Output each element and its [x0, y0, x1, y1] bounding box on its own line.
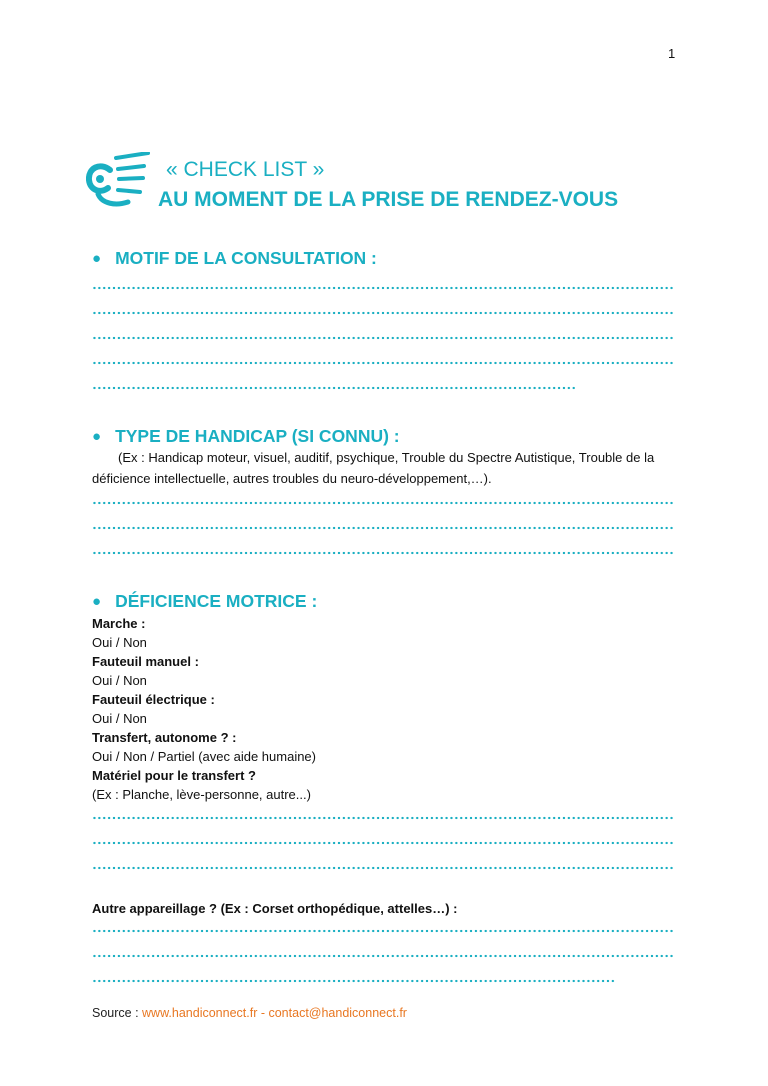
source-label: Source : — [92, 1006, 143, 1020]
fauteuil-electrique-value[interactable]: Oui / Non — [92, 711, 147, 726]
source-footer — [92, 1006, 407, 1020]
section-handicap-heading — [92, 426, 400, 447]
answer-line[interactable] — [92, 929, 675, 933]
fauteuil-electrique-label: Fauteuil électrique : — [92, 692, 215, 707]
title-line-2: AU MOMENT DE LA PRISE DE RENDEZ-VOUS — [158, 188, 619, 211]
answer-line[interactable] — [92, 979, 616, 983]
source-separator: - — [257, 1006, 269, 1020]
handicap-description: (Ex : Handicap moteur, visuel, auditif, psychique, Trouble du Spectre Autistique, Trouble de la déficience intellectuelle, autres troubles du neuro-développement,…). — [92, 450, 655, 486]
bullet-icon: ● — [92, 593, 102, 610]
section-motif-title: MOTIF DE LA CONSULTATION : — [115, 248, 377, 268]
materiel-label: Matériel pour le transfert ? — [92, 768, 256, 783]
bullet-icon: ● — [92, 428, 102, 445]
answer-line[interactable] — [92, 361, 675, 365]
materiel-value: (Ex : Planche, lève-personne, autre...) — [92, 787, 311, 802]
email-link[interactable]: contact@handiconnect.fr — [268, 1006, 407, 1020]
answer-line[interactable] — [92, 551, 675, 555]
section-handicap-title: TYPE DE HANDICAP (SI CONNU) : — [115, 426, 400, 446]
section-motrice-title: DÉFICIENCE MOTRICE : — [115, 591, 318, 611]
marche-value[interactable]: Oui / Non — [92, 635, 147, 650]
handiconnect-logo-icon — [86, 152, 152, 210]
answer-line[interactable] — [92, 311, 675, 315]
website-link[interactable]: www.handiconnect.fr — [142, 1006, 258, 1020]
answer-line[interactable] — [92, 286, 675, 290]
answer-line[interactable] — [92, 336, 675, 340]
transfert-label: Transfert, autonome ? : — [92, 730, 237, 745]
answer-line[interactable] — [92, 866, 675, 870]
appareillage-label: Autre appareillage ? (Ex : Corset orthopédique, attelles…) : — [92, 901, 458, 916]
answer-line[interactable] — [92, 501, 675, 505]
fauteuil-manuel-value[interactable]: Oui / Non — [92, 673, 147, 688]
answer-line[interactable] — [92, 954, 675, 958]
title-line-1: « CHECK LIST » — [166, 158, 325, 181]
section-motrice-heading — [92, 591, 317, 612]
answer-line[interactable] — [92, 386, 575, 390]
section-motif-heading — [92, 248, 377, 269]
page-number: 1 — [668, 46, 676, 61]
answer-line[interactable] — [92, 816, 675, 820]
answer-line[interactable] — [92, 841, 675, 845]
answer-line[interactable] — [92, 526, 675, 530]
bullet-icon: ● — [92, 250, 102, 267]
transfert-value[interactable]: Oui / Non / Partiel (avec aide humaine) — [92, 749, 316, 764]
fauteuil-manuel-label: Fauteuil manuel : — [92, 654, 199, 669]
marche-label: Marche : — [92, 616, 146, 631]
